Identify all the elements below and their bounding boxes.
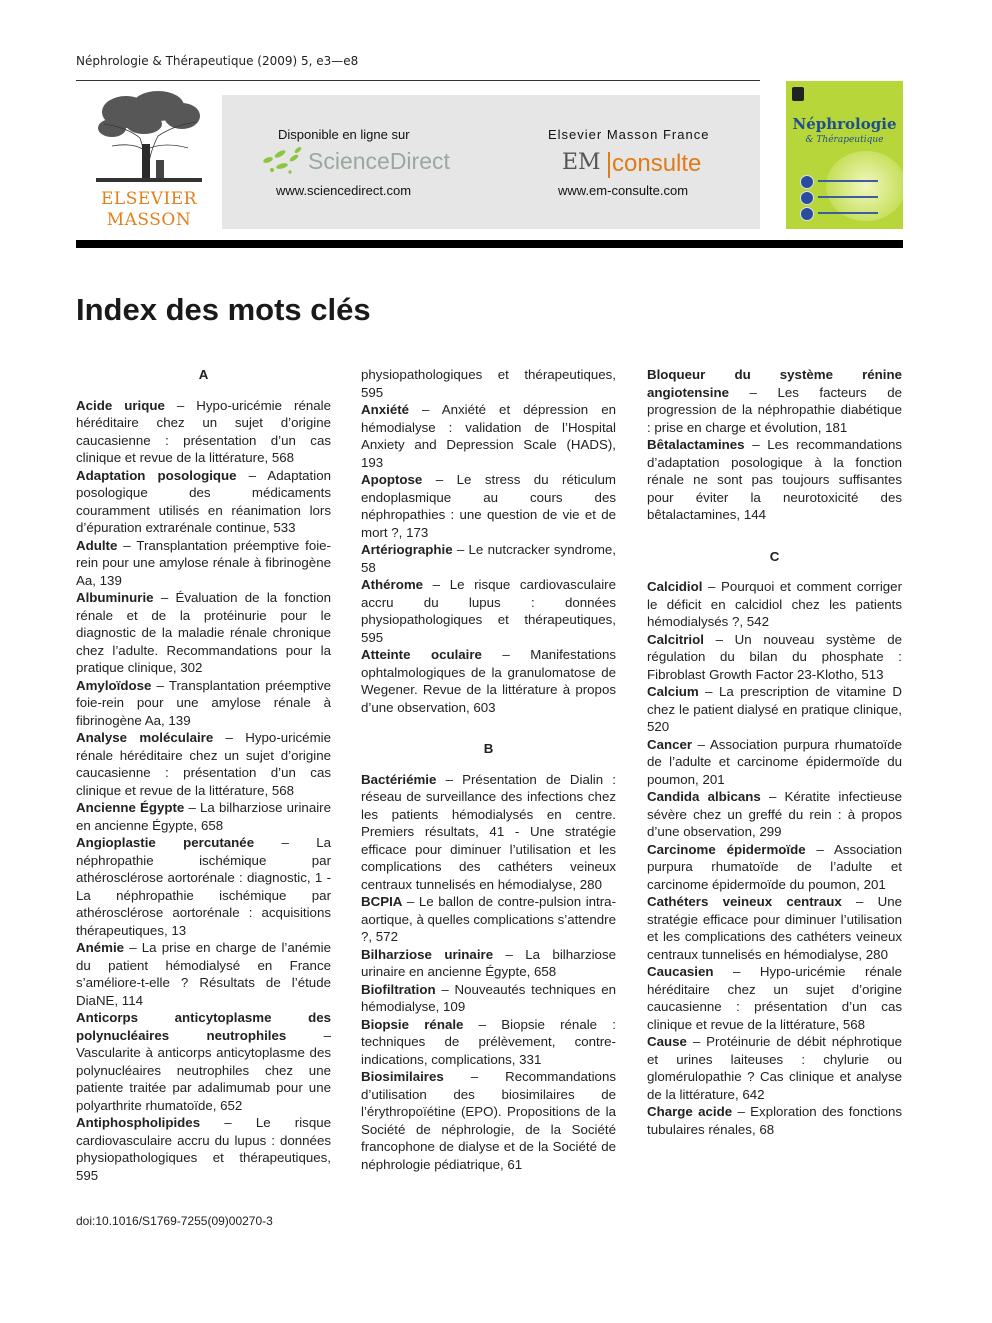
index-entry	[647, 1033, 902, 1103]
cover-subtitle: & Thérapeutique	[805, 135, 884, 145]
keyword: Anémie	[76, 940, 125, 955]
index-entry	[361, 893, 616, 946]
keyword: Adulte	[76, 537, 118, 553]
entry-text: – Le risque cardiovasculaire accru du lupus : données physiopathologiques et thérapeutiques, 595	[361, 577, 616, 645]
entry-text: – Présentation de Dialin : réseau de surveillance des infections chez les patients hémodialysés en centre. Premiers résultats, 41 - Une stratégie efficace pour diminuer l’utilisation et les complications des cathéters veineux centraux tunnelisés en hémodialyse, 280	[361, 771, 616, 892]
entry-text: – Une stratégie efficace pour diminuer l’utilisation et les complications des cathéters veineux centraux tunnelisés en hémodialyse, 280	[647, 894, 902, 962]
index-entry	[647, 578, 902, 631]
entry-text: – Les facteurs de progression de la néphropathie diabétique : prise en charge et évolution, 181	[647, 384, 902, 435]
cover-line	[818, 196, 878, 198]
cover-badge-icon	[800, 175, 814, 189]
keyword: Biofiltration	[361, 981, 436, 997]
entry-text: – La prescription de vitamine D chez le patient dialysé en pratique clinique, 520	[647, 684, 902, 734]
keyword: Biosimilaires	[361, 1069, 444, 1084]
index-entry	[647, 841, 902, 894]
entry-text: – Le nutcracker syndrome, 58	[361, 542, 616, 575]
entry-text: – Vascularite à anticorps anticytoplasme des polynucléaires neutrophiles chez une patiente traitée par adalimumab pour une polyarthrite rhumatoïde, 652	[76, 1027, 331, 1113]
entry-text: – Biopsie rénale : techniques de prélèvement, contre-indications, complications, 331	[361, 1016, 616, 1067]
keyword: Cause	[647, 1034, 687, 1049]
keyword: Acide urique	[76, 397, 165, 413]
section-letter-a: A	[198, 367, 209, 382]
cover-line	[818, 212, 878, 214]
entry-text: – Transplantation préemptive foie-rein pour une amylose rénale à fibrinogène Aa, 139	[76, 677, 331, 728]
entry-text: – La bilharziose urinaire en ancienne Égypte, 658	[361, 946, 616, 979]
keyword: BCPIA	[361, 894, 403, 909]
cover-badge-icon	[800, 191, 814, 205]
header-rule	[76, 80, 760, 81]
entry-text: – Association purpura rhumatoïde de l’adulte et carcinome épidermoïde du poumon, 201	[647, 841, 902, 892]
page-title: Index des mots clés	[76, 292, 371, 327]
index-entry-continued: physiopathologiques et thérapeutiques, 595	[361, 367, 616, 400]
publisher-label: Elsevier Masson France	[548, 127, 710, 142]
masson-wordmark: MASSON	[106, 210, 192, 230]
entry-text: – Nouveautés techniques en hémodialyse, 109	[361, 981, 616, 1014]
entry-text: – La néphropathie ischémique par athérosclérose aortorénale : diagnostic, 1 - La néphropathie ischémique par athérosclérose aortorénale : acquisitions thérapeutiques, 13	[76, 835, 331, 938]
index-entry	[76, 729, 331, 799]
cover-emblem-icon	[792, 87, 804, 101]
keyword: Bêtalactamines	[647, 437, 745, 452]
index-column-3	[647, 366, 902, 1138]
entry-text: – Hypo-uricémie rénale héréditaire chez un sujet d’origine caucasienne : présentation d’un cas clinique et revue de la littérature, 568	[76, 730, 331, 798]
keyword: Candida albicans	[647, 789, 761, 804]
index-column-2	[361, 366, 616, 1173]
entry-text: – La prise en charge de l’anémie du patient hémodialysé en France s’améliore-t-elle ? Résultats de l’étude DiaNE, 114	[76, 940, 331, 1008]
keyword: Apoptose	[361, 472, 423, 487]
index-entry	[76, 799, 331, 834]
keyword: Anticorps anticytoplasme des polynucléaires neutrophiles	[76, 1010, 331, 1043]
entry-text: – Manifestations ophtalmologiques de la granulomatose de Wegener. Revue de la littérature à propos d’une observation, 603	[361, 647, 616, 715]
header-thick-rule	[76, 240, 903, 248]
index-entry	[76, 467, 331, 537]
keyword: Athérome	[361, 577, 424, 592]
entry-text: – Le ballon de contre-pulsion intra-aortique, à quelles complications s’attendre ?, 572	[361, 894, 617, 944]
index-entry	[361, 771, 616, 894]
entry-text: – La bilharziose urinaire en ancienne Égypte, 658	[76, 800, 331, 833]
keyword: Antiphospholipides	[76, 1115, 201, 1130]
index-entry	[361, 946, 616, 981]
keyword: Analyse moléculaire	[76, 730, 214, 745]
elsevier-tree-icon	[96, 90, 202, 182]
keyword: Cathéters veineux centraux	[647, 894, 842, 909]
entry-text: – Transplantation préemptive foie-rein pour une amylose rénale à fibrinogène Aa, 139	[76, 537, 331, 588]
keyword: Calcium	[647, 684, 699, 699]
elsevier-masson-logo	[90, 90, 208, 232]
keyword: Charge acide	[647, 1104, 733, 1119]
index-entry	[647, 963, 902, 1033]
keyword: Bilharziose urinaire	[361, 946, 494, 962]
entry-text: – Anxiété et dépression en hémodialyse : validation de l’Hospital Anxiety and Depression Scale (HADS), 193	[361, 402, 616, 470]
keyword: Albuminurie	[76, 590, 154, 605]
entry-text: – Pourquoi et comment corriger le déficit en calcidiol chez les patients hémodialysés ?, 542	[647, 579, 902, 629]
keyword: Caucasien	[647, 964, 714, 979]
entry-text: – Kératite infectieuse sévère chez un greffé du rein : à propos d’une observation, 299	[647, 789, 902, 839]
cover-badge-icon	[800, 207, 814, 221]
keyword: Amyloïdose	[76, 677, 152, 693]
index-entry	[647, 683, 902, 736]
cover-line	[818, 180, 878, 182]
keyword: Cancer	[647, 736, 693, 752]
section-letter-b: B	[483, 741, 494, 756]
elsevier-wordmark: ELSEVIER	[101, 189, 197, 209]
keyword: Bactériémie	[361, 771, 437, 787]
index-entry	[76, 537, 331, 590]
keyword: Anxiété	[361, 402, 410, 417]
keyword: Atteinte oculaire	[361, 647, 482, 662]
section-letter-c: C	[769, 548, 780, 564]
keyword: Adaptation posologique	[76, 467, 237, 483]
index-entry	[76, 589, 331, 677]
index-entry	[361, 401, 616, 471]
entry-text: – Un nouveau système de régulation du bilan du phosphate : Fibroblast Growth Factor 23-Klotho, 513	[647, 631, 902, 682]
keyword: Angioplastie percutanée	[76, 835, 255, 850]
index-entry	[647, 366, 902, 436]
keyword: Carcinome épidermoïde	[647, 841, 806, 857]
entry-text: – Adaptation posologique des médicaments couramment utilisés en réanimation lors d’épuration extrarénale continue, 533	[76, 467, 331, 535]
sciencedirect-url[interactable]: www.sciencedirect.com	[276, 183, 412, 198]
index-entry	[76, 677, 331, 730]
index-entry	[361, 1016, 616, 1069]
index-entry	[647, 736, 902, 789]
em-wordmark: EM	[562, 150, 601, 175]
index-entry	[361, 1068, 616, 1173]
index-entry	[76, 939, 331, 1009]
keyword: Calcitriol	[647, 631, 704, 647]
index-entry	[361, 471, 616, 541]
entry-text: – Hypo-uricémie rénale héréditaire chez un sujet d’origine caucasienne : présentation d’un cas clinique et revue de la littérature, 568	[647, 964, 902, 1032]
keyword: Biopsie rénale	[361, 1016, 464, 1032]
cover-title: Néphrologie	[792, 115, 897, 133]
index-entry	[76, 397, 331, 467]
cover-glow	[826, 151, 903, 221]
entry-text: – Le stress du réticulum endoplasmique au cours des néphropathies : une question de vie et de mort ?, 173	[361, 472, 616, 540]
entry-text: – Exploration des fonctions tubulaires rénales, 68	[647, 1104, 902, 1137]
consulte-wordmark: consulte	[612, 150, 702, 177]
keyword: Ancienne Égypte	[76, 800, 185, 815]
entry-text: – Protéinurie de débit néphrotique et urines laiteuses : chylurie ou glomérulopathie ? Cas clinique et analyse de la littérature, 642	[647, 1034, 902, 1102]
journal-citation: Néphrologie & Thérapeutique (2009) 5, e3—e8	[76, 54, 359, 68]
index-entry	[361, 541, 616, 576]
index-entry	[76, 834, 331, 939]
index-entry	[647, 436, 902, 524]
index-entry	[76, 1114, 331, 1184]
keyword: Artériographie	[361, 542, 453, 557]
entry-text: – Recommandations d’utilisation des biosimilaires de l’érythropoïétine (EPO). Propositions de la Société de néphrologie, de la Société francophone de dialyse et de la Société de néphrologie pédiatrique, 61	[361, 1069, 616, 1172]
em-divider	[608, 152, 610, 178]
index-entry	[647, 788, 902, 841]
index-entry	[361, 646, 616, 716]
index-entry	[647, 893, 902, 963]
doi-footer[interactable]: doi:10.1016/S1769-7255(09)00270-3	[76, 1214, 273, 1228]
index-entry	[361, 981, 616, 1016]
em-consulte-url[interactable]: www.em-consulte.com	[558, 183, 689, 198]
keyword: Calcidiol	[647, 579, 703, 594]
index-column-1	[76, 366, 331, 1184]
journal-cover	[786, 81, 903, 229]
entry-text: – Le risque cardiovasculaire accru du lupus : données physiopathologiques et thérapeutiques, 595	[76, 1115, 331, 1183]
entry-text: – Évaluation de la fonction rénale et de la protéinurie pour le diagnostic de la maladie rénale chronique chez l’adulte. Recommandations pour la pratique clinique, 302	[76, 590, 331, 675]
sciencedirect-label: Disponible en ligne sur	[278, 127, 410, 142]
index-entry	[361, 576, 616, 646]
entry-text: – Hypo-uricémie rénale héréditaire chez un sujet d’origine caucasienne : présentation d’un cas clinique et revue de la littérature, 568	[76, 397, 331, 465]
index-entry	[647, 1103, 902, 1138]
sciencedirect-wordmark: ScienceDirect	[308, 148, 450, 174]
entry-text: – Les recommandations d’adaptation posologique à la fonction rénale ne sont pas toujours suffisantes pour éviter la neurotoxicité des bêtalactamines, 144	[647, 437, 902, 522]
entry-text: – Association purpura rhumatoïde de l’adulte et carcinome épidermoïde du poumon, 201	[647, 736, 902, 787]
index-entry	[647, 631, 902, 684]
keyword: Bloqueur du système rénine angiotensine	[647, 367, 902, 400]
index-entry	[76, 1009, 331, 1114]
